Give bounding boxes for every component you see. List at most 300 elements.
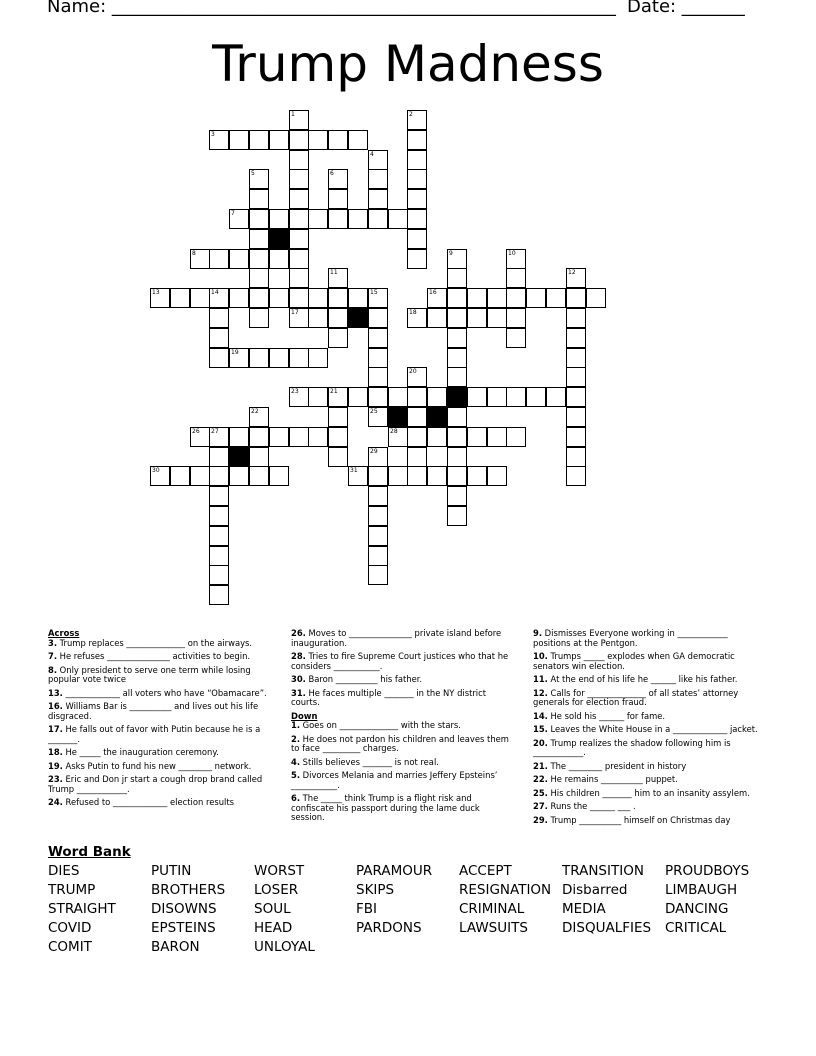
grid-cell[interactable] [467,427,487,447]
grid-cell[interactable] [526,288,546,308]
grid-cell[interactable] [566,348,586,368]
grid-cell[interactable] [289,110,309,130]
clue-number: 9 [449,250,453,257]
clue-item [291,675,516,685]
word-bank-word: UNLOYAL [254,939,315,955]
clue-text: He refuses _______________ activities to begin. [57,651,251,661]
clue-text: Goes on ______________ with the stars. [300,720,461,730]
grid-cell[interactable] [289,249,309,269]
clues-column-2 [291,629,516,827]
grid-cell-black [229,447,249,467]
name-field-label: Name: ________________________________________________________ [47,0,616,17]
grid-cell[interactable] [368,546,388,566]
grid-cell[interactable] [368,367,388,387]
grid-cell[interactable] [209,585,229,605]
grid-cell[interactable] [566,466,586,486]
grid-cell[interactable] [407,447,427,467]
clue-text: The ________ president in history [547,760,687,771]
grid-cell[interactable] [407,229,427,249]
clue-number: 30 [152,467,160,474]
grid-cell[interactable] [447,447,467,467]
clue-item [533,689,763,708]
clues-column-1 [48,629,273,812]
clue-item [533,725,763,735]
clue-number: 26. [291,628,306,638]
word-bank-word: ACCEPT [459,863,512,879]
clue-text: Asks Putin to fund his new ________ network. [62,760,252,771]
grid-cell[interactable] [289,189,309,209]
grid-cell[interactable] [447,407,467,427]
grid-cell[interactable] [407,110,427,130]
grid-cell[interactable] [229,348,249,368]
grid-cell[interactable] [308,427,328,447]
grid-cell[interactable] [487,387,507,407]
grid-cell[interactable] [388,387,408,407]
grid-cell[interactable] [447,249,467,269]
grid-cell[interactable] [289,308,309,328]
grid-cell[interactable] [229,249,249,269]
page-title: Trump Madness [212,35,604,93]
across-clue-list [48,639,273,808]
word-bank-word: HEAD [254,920,293,936]
grid-cell[interactable] [368,209,388,229]
clue-number: 24. [48,797,63,807]
clue-number: 5 [251,170,255,177]
grid-cell[interactable] [249,229,269,249]
word-bank-word: MEDIA [562,901,606,917]
word-bank-word: LAWSUITS [459,920,528,936]
grid-cell[interactable] [467,308,487,328]
grid-cell[interactable] [209,328,229,348]
grid-cell[interactable] [348,130,368,150]
clue-number: 6 [330,170,334,177]
clue-text: Runs the ______ ___ . [547,801,636,811]
grid-cell[interactable] [289,268,309,288]
grid-cell[interactable] [229,130,249,150]
grid-cell[interactable] [249,348,269,368]
grid-cell[interactable] [566,447,586,467]
grid-cell[interactable] [249,447,269,467]
clue-text: At the end of his life he ______ like his father. [547,674,738,684]
word-bank-title: Word Bank [48,844,131,860]
word-bank-word: RESIGNATION [459,882,552,898]
clue-number: 29. [533,814,548,825]
grid-cell[interactable] [348,466,368,486]
grid-cell[interactable] [407,407,427,427]
clue-text: Trump replaces ______________ on the airways. [57,637,253,648]
clue-number: 30. [291,674,306,684]
clue-number: 18. [48,747,63,757]
word-bank-word: TRANSITION [562,863,644,879]
clue-number: 23. [48,774,63,784]
grid-cell[interactable] [506,308,526,328]
grid-cell[interactable] [407,308,427,328]
grid-cell[interactable] [190,466,210,486]
grid-cell[interactable] [269,348,289,368]
grid-cell[interactable] [308,288,328,308]
grid-cell[interactable] [328,427,348,447]
word-bank-word: EPSTEINS [151,920,216,936]
clue-number: 19 [231,349,239,356]
clue-number: 27 [211,428,219,435]
clue-text: Trump __________ himself on Christmas day [547,814,731,825]
grid-cell[interactable] [289,150,309,170]
grid-cell[interactable] [368,565,388,585]
clue-text: Divorces Melania and marries Jeffery Epsteins’ ___________. [291,770,498,790]
grid-cell[interactable] [407,249,427,269]
word-bank-word: COVID [48,920,92,936]
clue-number: 10. [533,651,548,661]
grid-cell[interactable] [289,288,309,308]
grid-cell[interactable] [467,466,487,486]
clue-number: 20 [409,368,417,375]
clue-item [291,721,516,731]
grid-cell[interactable] [526,387,546,407]
clue-number: 4 [370,151,374,158]
clue-number: 22. [533,774,548,784]
clue-text: Moves to _______________ private island before inauguration. [291,628,502,648]
clue-number: 18 [409,309,417,316]
word-bank-word: PUTIN [151,863,192,879]
grid-cell[interactable] [209,466,229,486]
clue-item [291,758,516,768]
grid-cell[interactable] [506,387,526,407]
grid-cell[interactable] [368,169,388,189]
clue-number: 2 [409,111,413,118]
clue-text: Leaves the White House in a _____________ jacket. [547,724,758,734]
clue-number: 12 [568,269,576,276]
grid-cell[interactable] [368,348,388,368]
grid-cell[interactable] [209,427,229,447]
word-bank-word: WORST [254,863,305,879]
down-clue-list [291,721,516,823]
clue-text: He _____ the inauguration ceremony. [62,747,219,757]
grid-cell[interactable] [368,526,388,546]
grid-cell[interactable] [368,189,388,209]
clue-number: 19. [48,760,63,771]
grid-cell[interactable] [289,387,309,407]
grid-cell[interactable] [209,486,229,506]
grid-cell[interactable] [586,288,606,308]
grid-cell[interactable] [368,486,388,506]
grid-cell[interactable] [447,506,467,526]
clue-number: 26 [192,428,200,435]
grid-cell[interactable] [209,249,229,269]
clue-text: Refused to _____________ election results [62,797,235,807]
grid-cell[interactable] [368,328,388,348]
clue-number: 12. [533,687,548,698]
grid-cell[interactable] [190,249,210,269]
clue-item [533,762,763,772]
grid-cell[interactable] [368,288,388,308]
grid-cell[interactable] [368,387,388,407]
clue-item [533,816,763,826]
grid-cell[interactable] [487,308,507,328]
clue-item [533,775,763,785]
grid-cell[interactable] [328,169,348,189]
grid-cell[interactable] [229,209,249,229]
grid-cell[interactable] [348,288,368,308]
grid-cell[interactable] [368,150,388,170]
grid-cell[interactable] [249,130,269,150]
grid-cell[interactable] [308,130,328,150]
grid-cell[interactable] [249,209,269,229]
grid-cell[interactable] [269,466,289,486]
grid-cell[interactable] [209,506,229,526]
grid-cell[interactable] [447,367,467,387]
grid-cell-black [269,229,289,249]
grid-cell[interactable] [328,447,348,467]
word-bank-word: SOUL [254,901,291,917]
grid-cell[interactable] [467,387,487,407]
down-heading: Down [291,710,318,721]
grid-cell[interactable] [209,565,229,585]
clue-text: Eric and Don jr start a cough drop brand called Trump ____________. [48,774,263,794]
clue-item [48,639,273,649]
grid-cell[interactable] [209,546,229,566]
grid-cell[interactable] [328,209,348,229]
grid-cell[interactable] [407,169,427,189]
grid-cell-black [348,308,368,328]
clue-number: 8. [48,664,58,675]
grid-cell[interactable] [368,506,388,526]
grid-cell[interactable] [209,526,229,546]
grid-cell[interactable] [506,328,526,348]
grid-cell[interactable] [328,308,348,328]
word-bank [48,862,788,962]
clue-text: Calls for ______________ of all states’ attorney generals for election fraud. [533,687,739,707]
grid-cell[interactable] [249,288,269,308]
grid-cell[interactable] [229,427,249,447]
clue-item [48,702,273,721]
grid-cell[interactable] [209,308,229,328]
grid-cell[interactable] [249,268,269,288]
grid-cell[interactable] [427,288,447,308]
grid-cell[interactable] [170,288,190,308]
grid-cell[interactable] [229,288,249,308]
grid-cell[interactable] [566,328,586,348]
grid-cell[interactable] [546,387,566,407]
clue-item [48,748,273,758]
clue-number: 7. [48,651,58,661]
clue-item [48,775,273,794]
word-bank-word: DIES [48,863,80,879]
grid-cell[interactable] [269,209,289,229]
clue-text: He falls out of favor with Putin because he is a _______. [48,724,261,744]
grid-cell[interactable] [229,466,249,486]
grid-cell[interactable] [368,447,388,467]
grid-cell[interactable] [328,268,348,288]
grid-cell[interactable] [427,308,447,328]
clue-item [48,652,273,662]
word-bank-word: PROUDBOYS [665,863,750,879]
grid-cell[interactable] [249,427,269,447]
clue-number: 1 [291,111,295,118]
word-bank-word: BROTHERS [151,882,226,898]
down-clue-list-continued [533,629,763,825]
grid-cell[interactable] [506,268,526,288]
grid-cell[interactable] [328,328,348,348]
grid-cell[interactable] [269,427,289,447]
grid-cell[interactable] [328,130,348,150]
grid-cell[interactable] [407,466,427,486]
grid-cell[interactable] [368,308,388,328]
grid-cell[interactable] [447,288,467,308]
grid-cell[interactable] [407,130,427,150]
word-bank-word: COMIT [48,939,92,955]
clue-number: 10 [508,250,516,257]
grid-cell[interactable] [566,367,586,387]
grid-cell[interactable] [308,387,328,407]
grid-cell[interactable] [249,308,269,328]
grid-cell[interactable] [368,407,388,427]
word-bank-word: CRITICAL [665,920,727,936]
grid-cell[interactable] [289,427,309,447]
clue-number: 17 [291,309,299,316]
grid-cell[interactable] [289,130,309,150]
grid-cell[interactable] [209,288,229,308]
clue-number: 29 [370,448,378,455]
grid-cell-black [447,387,467,407]
grid-cell[interactable] [328,407,348,427]
grid-cell[interactable] [427,466,447,486]
grid-cell[interactable] [447,486,467,506]
clue-text: Trump realizes the shadow following him is ____________. [533,737,731,757]
grid-cell[interactable] [269,130,289,150]
clue-text: He does not pardon his children and leaves them to face _________ charges. [291,733,509,753]
grid-cell[interactable] [308,308,328,328]
grid-cell[interactable] [407,427,427,447]
word-bank-word: CRIMINAL [459,901,525,917]
clue-number: 14. [533,710,548,721]
grid-cell[interactable] [388,209,408,229]
grid-cell[interactable] [289,348,309,368]
grid-cell[interactable] [447,268,467,288]
word-bank-word: FBI [356,901,378,917]
clue-item [533,652,763,671]
clue-item [48,762,273,772]
grid-cell[interactable] [269,249,289,269]
grid-cell[interactable] [407,150,427,170]
grid-cell[interactable] [427,427,447,447]
grid-cell[interactable] [209,447,229,467]
grid-cell[interactable] [506,427,526,447]
grid-cell[interactable] [467,288,487,308]
clue-number: 24 [449,388,457,395]
grid-cell[interactable] [249,407,269,427]
word-bank-word: LOSER [254,882,299,898]
grid-cell[interactable] [487,427,507,447]
grid-cell[interactable] [348,387,368,407]
grid-cell[interactable] [328,189,348,209]
grid-cell[interactable] [190,288,210,308]
grid-cell[interactable] [447,308,467,328]
word-bank-word: PARDONS [356,920,422,936]
clue-number: 3. [48,637,58,648]
clue-text: His children _______ him to an insanity assylem. [547,787,750,798]
clue-number: 31. [291,687,306,698]
grid-cell[interactable] [566,407,586,427]
grid-cell[interactable] [209,130,229,150]
grid-cell[interactable] [447,328,467,348]
grid-cell[interactable] [328,387,348,407]
grid-cell[interactable] [308,348,328,368]
clue-number: 31 [350,467,358,474]
grid-cell[interactable] [249,189,269,209]
grid-cell[interactable] [566,288,586,308]
grid-cell[interactable] [308,209,328,229]
grid-cell[interactable] [566,308,586,328]
grid-cell[interactable] [348,209,368,229]
clue-item [291,652,516,671]
grid-cell[interactable] [566,427,586,447]
grid-cell[interactable] [249,466,269,486]
clue-number: 8 [192,250,196,257]
clue-number: 16 [429,289,437,296]
clue-text: Tries to fire Supreme Court justices who that he considers ___________. [291,651,509,671]
grid-cell[interactable] [487,288,507,308]
grid-cell[interactable] [388,427,408,447]
grid-cell[interactable] [407,189,427,209]
clue-number: 27. [533,801,548,811]
grid-cell[interactable] [150,466,170,486]
clue-item [533,712,763,722]
grid-cell[interactable] [546,288,566,308]
grid-cell[interactable] [566,268,586,288]
grid-cell[interactable] [427,387,447,407]
grid-cell[interactable] [506,249,526,269]
grid-cell[interactable] [289,209,309,229]
clue-text: He faces multiple _______ in the NY district courts. [291,687,487,707]
grid-cell[interactable] [269,288,289,308]
grid-cell[interactable] [209,348,229,368]
grid-cell[interactable] [170,466,190,486]
grid-cell[interactable] [447,348,467,368]
grid-cell[interactable] [289,229,309,249]
clue-number: 25 [370,408,378,415]
grid-cell[interactable] [447,466,467,486]
grid-cell[interactable] [447,427,467,447]
grid-cell[interactable] [407,367,427,387]
grid-cell[interactable] [368,466,388,486]
grid-cell[interactable] [289,169,309,189]
clue-number: 21 [330,388,338,395]
grid-cell[interactable] [487,466,507,486]
grid-cell[interactable] [566,387,586,407]
grid-cell[interactable] [249,169,269,189]
clue-item [533,739,763,758]
word-bank-word: DISOWNS [151,901,217,917]
clue-number: 28 [390,428,398,435]
grid-cell[interactable] [506,288,526,308]
clue-text: The _____ think Trump is a flight risk and confiscate his passport during the lame duck session. [291,793,480,822]
clue-number: 22 [251,408,259,415]
clue-number: 6. [291,793,301,803]
clue-item [48,666,273,685]
grid-cell[interactable] [388,466,408,486]
clue-number: 16. [48,701,63,711]
grid-cell[interactable] [249,249,269,269]
clue-item [533,789,763,799]
grid-cell[interactable] [150,288,170,308]
grid-cell[interactable] [407,209,427,229]
clue-item [291,794,516,823]
grid-cell[interactable] [407,387,427,407]
word-bank-word: PARAMOUR [356,863,433,879]
clue-item [291,771,516,790]
grid-cell[interactable] [328,288,348,308]
grid-cell[interactable] [190,427,210,447]
